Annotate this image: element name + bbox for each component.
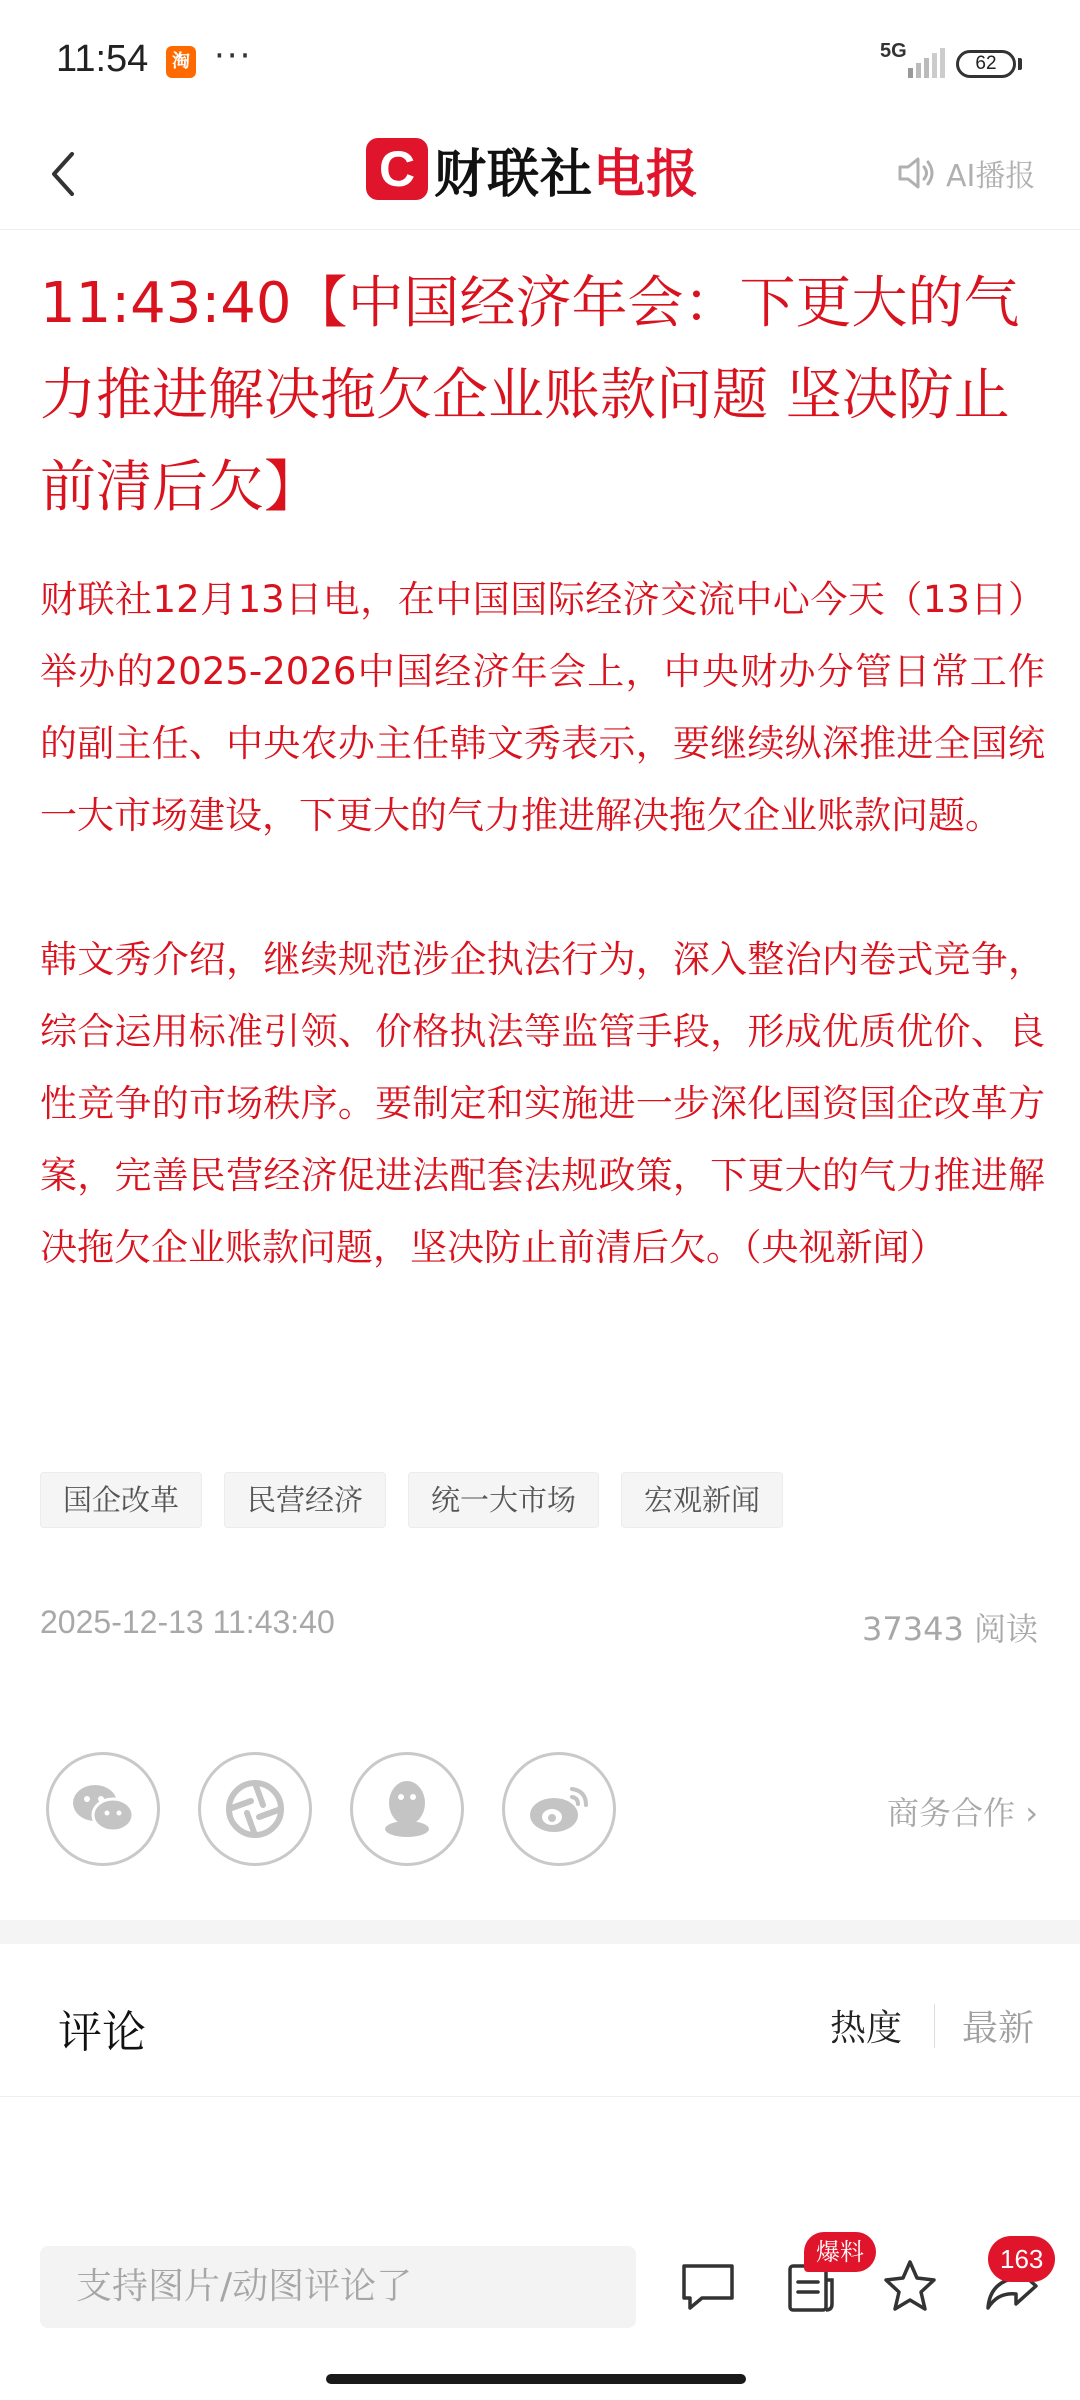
publish-date: 2025-12-13 11:43:40: [40, 1604, 335, 1640]
tag-unified-market[interactable]: 统一大市场: [408, 1472, 599, 1528]
wechat-icon: [69, 1779, 137, 1839]
status-bar: [0, 0, 1080, 120]
battery-tip: [1018, 58, 1022, 70]
ai-broadcast-button[interactable]: [894, 148, 1035, 198]
article-paragraph: 财联社12月13日电，在中国国际经济交流中心今天（13日）举办的2025-2026中国经济年会上，中央财办分管日常工作的副主任、中央农办主任韩文秀表示，要继续纵深推进全国统一大市场建设，下更大的气力推进解决拖欠企业账款问题。: [40, 578, 1045, 837]
sort-separator: [934, 2004, 935, 2048]
speaker-icon: [894, 151, 938, 195]
tag-macro-news[interactable]: 宏观新闻: [621, 1472, 783, 1528]
chevron-left-icon: [30, 138, 100, 208]
signal-icon: [906, 48, 946, 78]
tag-private-economy[interactable]: 民营经济: [224, 1472, 386, 1528]
more-notifications-icon: ···: [214, 36, 253, 76]
logo-text-telegraph: 电报: [593, 144, 700, 205]
taobao-notification-icon: 淘: [166, 46, 196, 78]
comment-icon: [676, 2254, 740, 2318]
tag-list: [40, 1472, 805, 1528]
cls-logo: [366, 134, 699, 204]
business-cooperation-link[interactable]: 商务合作 ›: [887, 1794, 1038, 1832]
section-divider: [0, 1920, 1080, 1944]
moments-icon: [223, 1777, 287, 1841]
share-weibo-button[interactable]: [502, 1752, 616, 1866]
baoliao-badge: 爆料: [804, 2232, 876, 2272]
battery-level: 62: [975, 53, 997, 74]
share-qq-button[interactable]: [350, 1752, 464, 1866]
sort-by-hot-tab[interactable]: 热度: [830, 2008, 903, 2049]
article-title: 11:43:40【中国经济年会：下更大的气力推进解决拖欠企业账款问题 坚决防止前清后欠】: [40, 271, 1020, 520]
battery-icon: [956, 50, 1016, 78]
home-indicator[interactable]: [326, 2374, 746, 2384]
logo-text-cls: 财联社: [434, 144, 594, 205]
comment-input[interactable]: 支持图片/动图评论了: [40, 2246, 636, 2328]
status-time: 11:54: [56, 38, 149, 80]
weibo-icon: [526, 1781, 592, 1837]
qq-icon: [379, 1777, 435, 1841]
share-moments-button[interactable]: [198, 1752, 312, 1866]
share-wechat-button[interactable]: [46, 1752, 160, 1866]
comment-button[interactable]: [676, 2254, 740, 2318]
article-paragraph: 韩文秀介绍，继续规范涉企执法行为，深入整治内卷式竞争，综合运用标准引领、价格执法等监管手段，形成优质优价、良性竞争的市场秩序。要制定和实施进一步深化国资国企改革方案，完善民营经济促进法配套法规政策，下更大的气力推进解决拖欠企业账款问题，坚决防止前清后欠。（央视新闻）: [40, 938, 1045, 1269]
tag-soe-reform[interactable]: 国企改革: [40, 1472, 202, 1528]
share-count-badge: 163: [988, 2236, 1055, 2282]
comments-title: 评论: [58, 2007, 146, 2058]
nav-bar: [0, 120, 1080, 230]
read-count: 37343 阅读: [862, 1610, 1038, 1648]
sort-by-newest-tab[interactable]: 最新: [962, 2008, 1035, 2049]
back-button[interactable]: [30, 138, 100, 208]
ai-broadcast-label: AI播报: [946, 159, 1036, 194]
article-body: [40, 564, 1045, 1356]
star-icon: [878, 2254, 942, 2318]
comments-divider: [0, 2096, 1080, 2097]
favorite-button[interactable]: [878, 2254, 942, 2318]
network-type: 5G: [880, 40, 907, 62]
logo-mark: C: [366, 138, 428, 200]
